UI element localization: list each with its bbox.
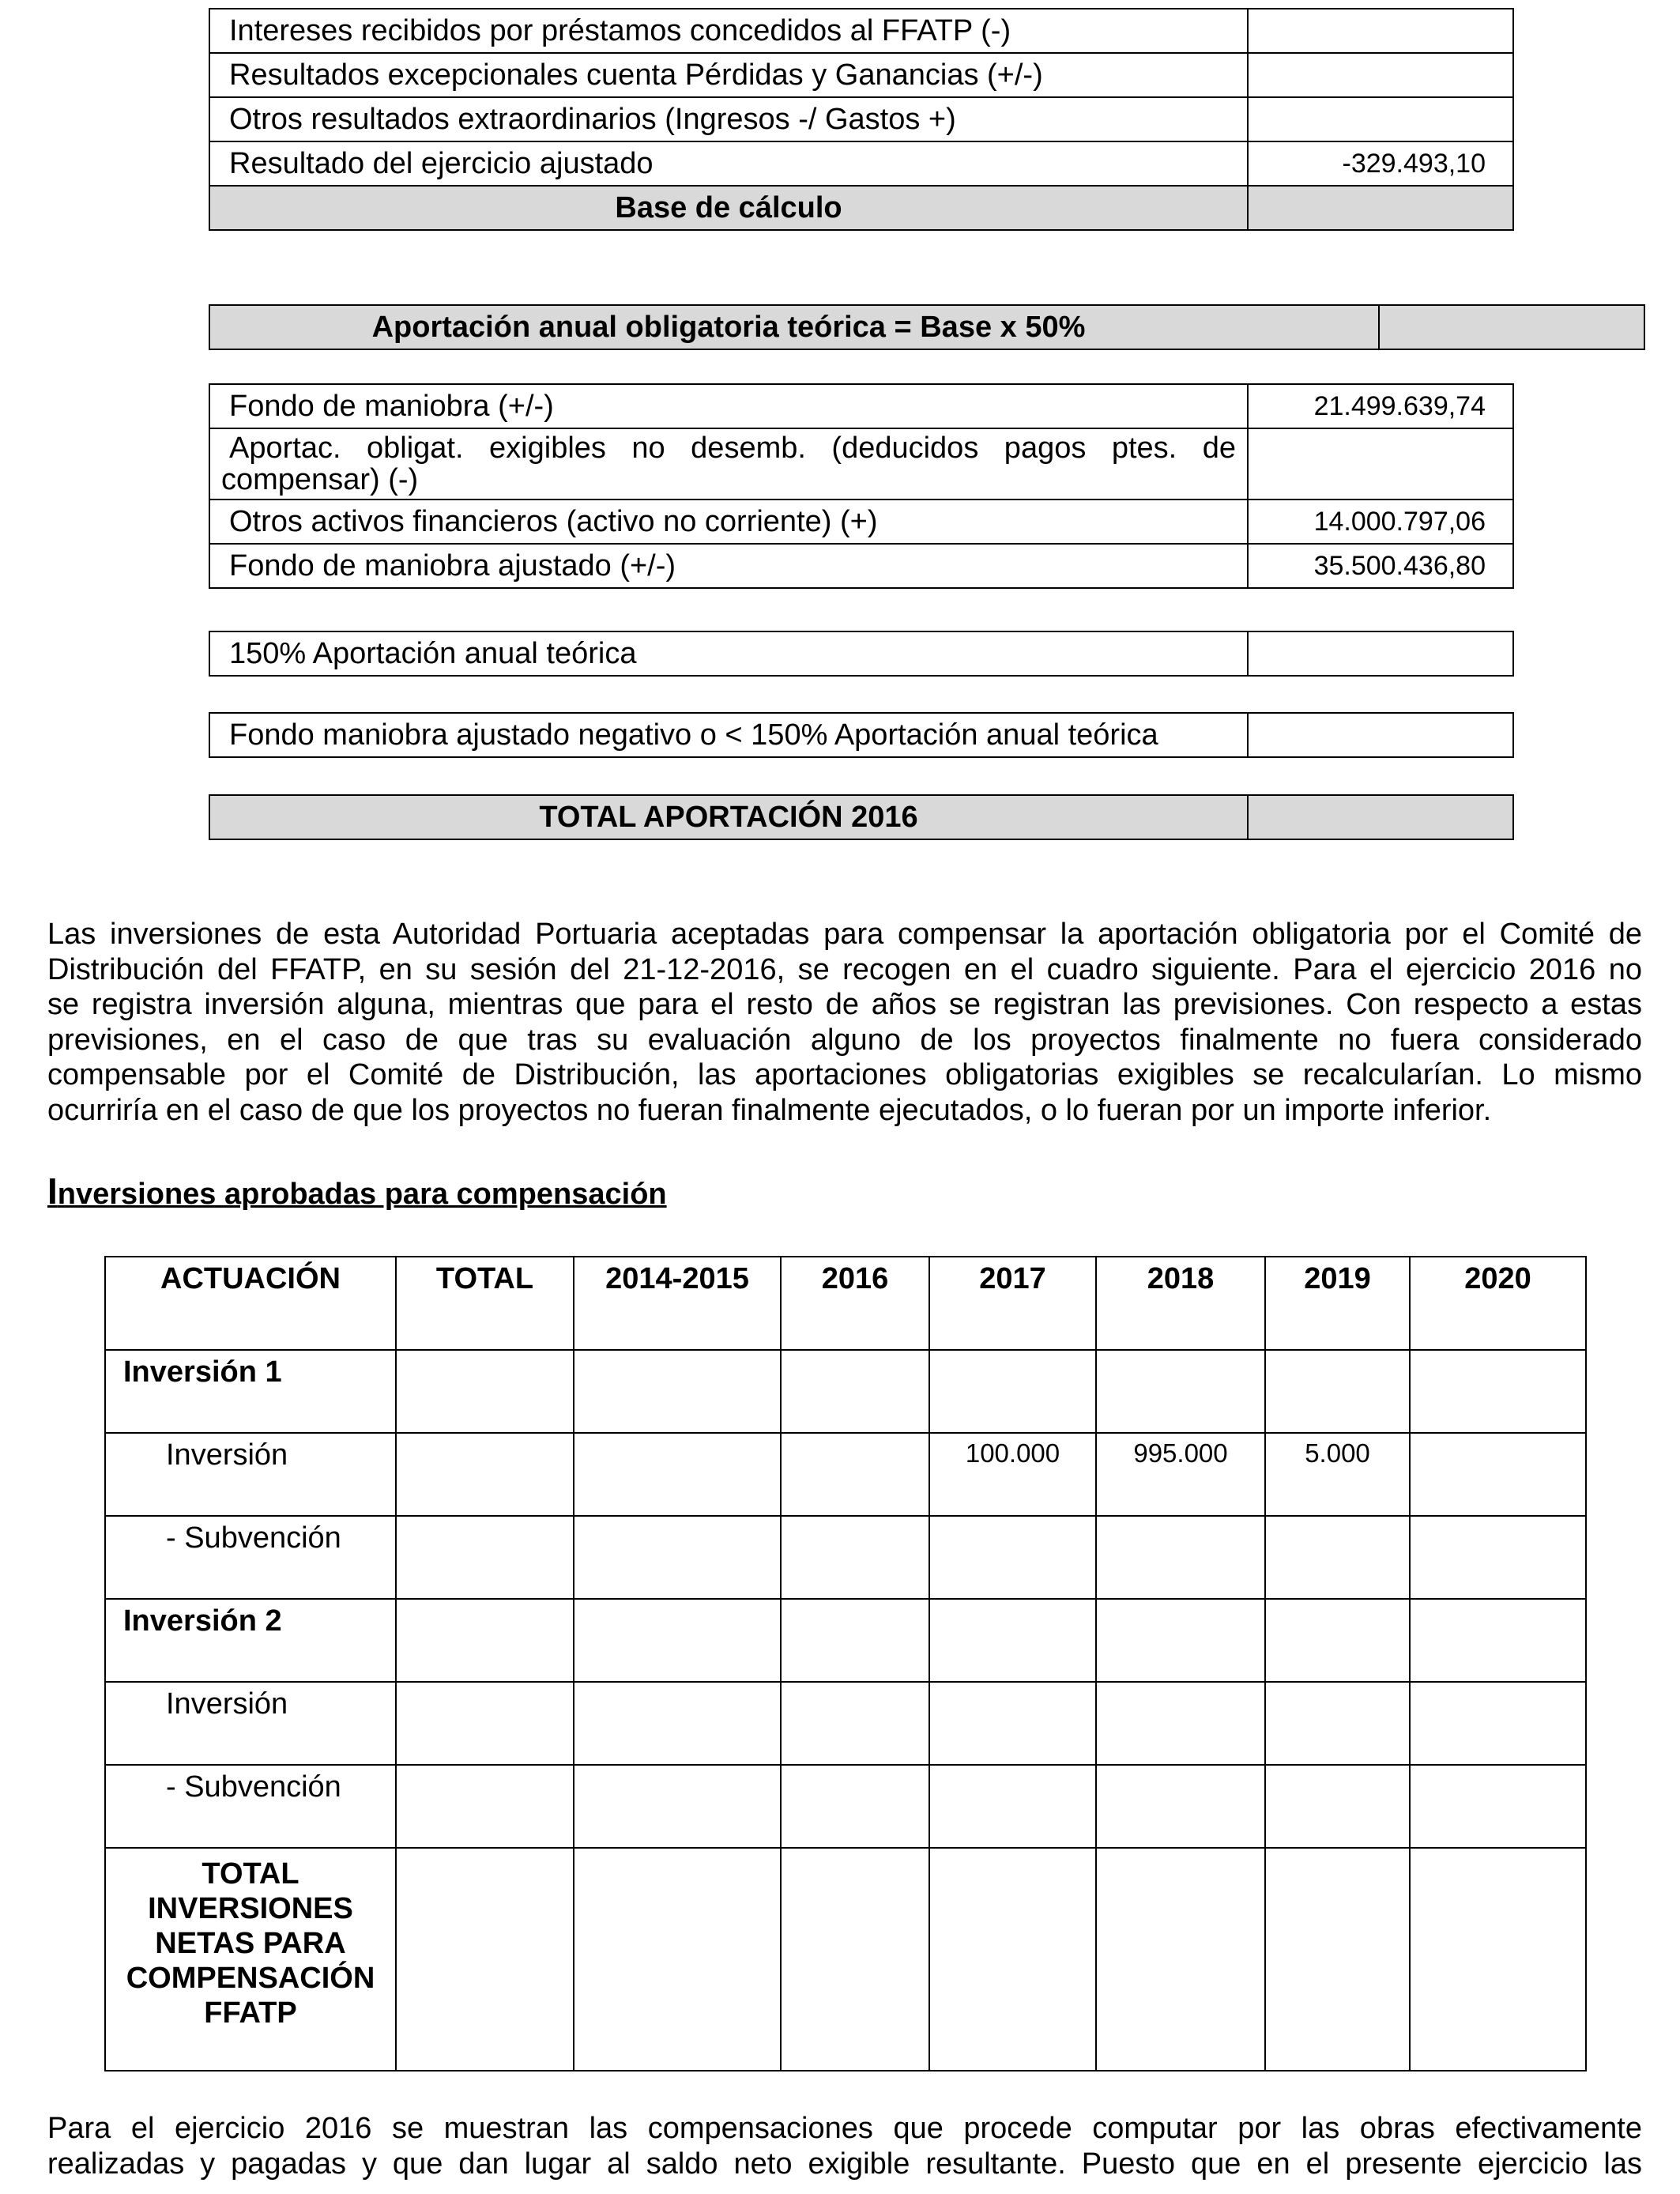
table-row [209, 97, 1513, 141]
table-row [105, 1516, 1586, 1599]
table-cell [781, 1599, 929, 1682]
table-cell [574, 1848, 781, 2071]
table-cell [929, 1765, 1096, 1848]
row-value: -329.493,10 [1248, 141, 1513, 186]
table-cell: 100.000 [929, 1433, 1096, 1516]
table-row [105, 1350, 1586, 1433]
row-label: TOTAL APORTACIÓN 2016 [209, 795, 1248, 839]
row-label: Otros activos financieros (activo no corriente) (+) [209, 499, 1248, 544]
total-label-line: FFATP [204, 1996, 297, 2030]
paragraph-line: previsiones, en el caso de que tras su evaluación alguno de los proyectos finalmente no fuera considerado [47, 1023, 1642, 1057]
total-label-line: INVERSIONES [148, 1892, 353, 1925]
table-cell [396, 1599, 574, 1682]
table-row [209, 384, 1513, 428]
paragraph-line: compensable por el Comité de Distribución, las aportaciones obligatorias exigibles se recalcularían. Lo mismo [47, 1058, 1642, 1091]
heading-first-letter: I [47, 1171, 58, 1212]
row-label: Inversión [105, 1433, 396, 1516]
table-cell [1096, 1350, 1265, 1433]
paragraph-line: ocurriría en el caso de que los proyectos no fueran finalmente ejecutados, o lo fueran por un importe inferior. [47, 1093, 1492, 1127]
table-cell [781, 1516, 929, 1599]
table-row [209, 53, 1513, 97]
table-cell [1410, 1350, 1586, 1433]
table-cell [574, 1682, 781, 1765]
row-value [1379, 305, 1644, 349]
table-row [209, 428, 1513, 499]
column-header: 2018 [1096, 1257, 1265, 1350]
table-cell [1265, 1599, 1410, 1682]
table-row [209, 631, 1513, 676]
table-cell [574, 1599, 781, 1682]
row-label: Resultados excepcionales cuenta Pérdidas y Ganancias (+/-) [209, 53, 1248, 97]
row-label: - Subvención [105, 1516, 396, 1599]
negative-working-capital-table [209, 712, 1514, 758]
table-cell [396, 1765, 574, 1848]
table-cell [929, 1516, 1096, 1599]
total-label-line: TOTAL [202, 1857, 299, 1891]
total-row [105, 1848, 1586, 2071]
paragraph-line: se registra inversión alguna, mientras que para el resto de años se registran las previsiones. Con respecto a estas [47, 988, 1642, 1021]
table-row [209, 305, 1644, 349]
row-label-line: compensar) (-) [221, 463, 419, 496]
table-cell [396, 1516, 574, 1599]
row-value [1248, 97, 1513, 141]
table-cell [1096, 1765, 1265, 1848]
table-cell [781, 1682, 929, 1765]
base-row [209, 186, 1513, 230]
table-cell [929, 1599, 1096, 1682]
paragraph-line: Para el ejercicio 2016 se muestran las compensaciones que procede computar por las obras efectivamente [47, 2112, 1642, 2145]
table-cell [1410, 1516, 1586, 1599]
row-value: 21.499.639,74 [1248, 384, 1513, 428]
table-row [209, 499, 1513, 544]
column-header: 2016 [781, 1257, 929, 1350]
table-cell [929, 1350, 1096, 1433]
table-row [209, 795, 1513, 839]
table-row [105, 1599, 1586, 1682]
section-heading [47, 1170, 667, 1212]
base-value [1248, 186, 1513, 230]
table-cell [1410, 1599, 1586, 1682]
table-row [209, 713, 1513, 757]
row-label: Inversión 1 [105, 1350, 396, 1433]
table-cell [1096, 1516, 1265, 1599]
theoretical-contribution-table [209, 304, 1645, 350]
table-cell [1265, 1350, 1410, 1433]
table-cell: 995.000 [1096, 1433, 1265, 1516]
row-value [1248, 631, 1513, 676]
table-cell: 5.000 [1265, 1433, 1410, 1516]
row-value [1248, 9, 1513, 53]
row-value [1248, 713, 1513, 757]
total-label-line: COMPENSACIÓN [126, 1962, 375, 1995]
column-header: TOTAL [396, 1257, 574, 1350]
row-label: 150% Aportación anual teórica [209, 631, 1248, 676]
table-cell [1410, 1765, 1586, 1848]
table-row [105, 1433, 1586, 1516]
row-label: Intereses recibidos por préstamos concedidos al FFATP (-) [209, 9, 1248, 53]
table-cell [1265, 1682, 1410, 1765]
column-header: 2020 [1410, 1257, 1586, 1350]
column-header: ACTUACIÓN [105, 1257, 396, 1350]
investments-table [104, 1256, 1587, 2071]
table-cell [574, 1516, 781, 1599]
paragraph-investments [47, 917, 1642, 1128]
table-cell [396, 1350, 574, 1433]
paragraph-compensations [47, 2111, 1642, 2181]
row-label [209, 428, 1248, 499]
table-row [209, 141, 1513, 186]
row-label: Fondo de maniobra ajustado (+/-) [209, 544, 1248, 588]
table-row [209, 544, 1513, 588]
total-contribution-table [209, 794, 1514, 840]
column-header: 2014-2015 [574, 1257, 781, 1350]
table-cell [574, 1765, 781, 1848]
table-cell [574, 1433, 781, 1516]
row-label: Otros resultados extraordinarios (Ingresos -/ Gastos +) [209, 97, 1248, 141]
row-value [1248, 428, 1513, 499]
working-capital-table [209, 383, 1514, 589]
table-cell [781, 1433, 929, 1516]
total-label-line: NETAS PARA [155, 1927, 346, 1960]
table-cell [1265, 1516, 1410, 1599]
row-value: 14.000.797,06 [1248, 499, 1513, 544]
table-cell [1410, 1848, 1586, 2071]
paragraph-line: Distribución del FFATP, en su sesión del 21-12-2016, se recogen en el cuadro siguiente. Para el ejercicio 2016 no [47, 952, 1642, 986]
row-label-line: Aportac. obligat. exigibles no desemb. (deducidos pagos ptes. de [229, 432, 1236, 465]
row-label: Aportación anual obligatoria teórica = Base x 50% [209, 305, 1379, 349]
table-cell [781, 1848, 929, 2071]
heading-text: nversiones aprobadas para compensación [57, 1178, 667, 1211]
base-label: Base de cálculo [209, 186, 1248, 230]
table-cell [1265, 1848, 1410, 2071]
150-percent-table [209, 631, 1514, 677]
table-row [105, 1682, 1586, 1765]
table-row [105, 1765, 1586, 1848]
table-cell [1410, 1433, 1586, 1516]
paragraph-line: Las inversiones de esta Autoridad Portuaria aceptadas para compensar la aportación obligatoria por el Comité de [47, 918, 1642, 951]
paragraph-line: realizadas y pagadas y que dan lugar al saldo neto exigible resultante. Puesto que en el presente ejercicio las [47, 2147, 1642, 2181]
table-cell [396, 1433, 574, 1516]
row-value [1248, 53, 1513, 97]
row-label: Inversión [105, 1682, 396, 1765]
row-value: 35.500.436,80 [1248, 544, 1513, 588]
table-cell [574, 1350, 781, 1433]
table-cell [1096, 1848, 1265, 2071]
row-label: Fondo maniobra ajustado negativo o < 150% Aportación anual teórica [209, 713, 1248, 757]
row-label: Inversión 2 [105, 1599, 396, 1682]
table-cell [1096, 1682, 1265, 1765]
table-cell [1410, 1682, 1586, 1765]
total-label [105, 1848, 396, 2071]
results-table [209, 8, 1514, 231]
row-label: - Subvención [105, 1765, 396, 1848]
table-cell [1096, 1599, 1265, 1682]
table-cell [781, 1350, 929, 1433]
column-header: 2017 [929, 1257, 1096, 1350]
table-cell [396, 1848, 574, 2071]
table-cell [396, 1682, 574, 1765]
table-cell [929, 1848, 1096, 2071]
column-header: 2019 [1265, 1257, 1410, 1350]
table-header-row [105, 1257, 1586, 1350]
table-cell [929, 1682, 1096, 1765]
table-cell [781, 1765, 929, 1848]
row-value [1248, 795, 1513, 839]
row-label: Resultado del ejercicio ajustado [209, 141, 1248, 186]
table-cell [1265, 1765, 1410, 1848]
table-row [209, 9, 1513, 53]
row-label: Fondo de maniobra (+/-) [209, 384, 1248, 428]
